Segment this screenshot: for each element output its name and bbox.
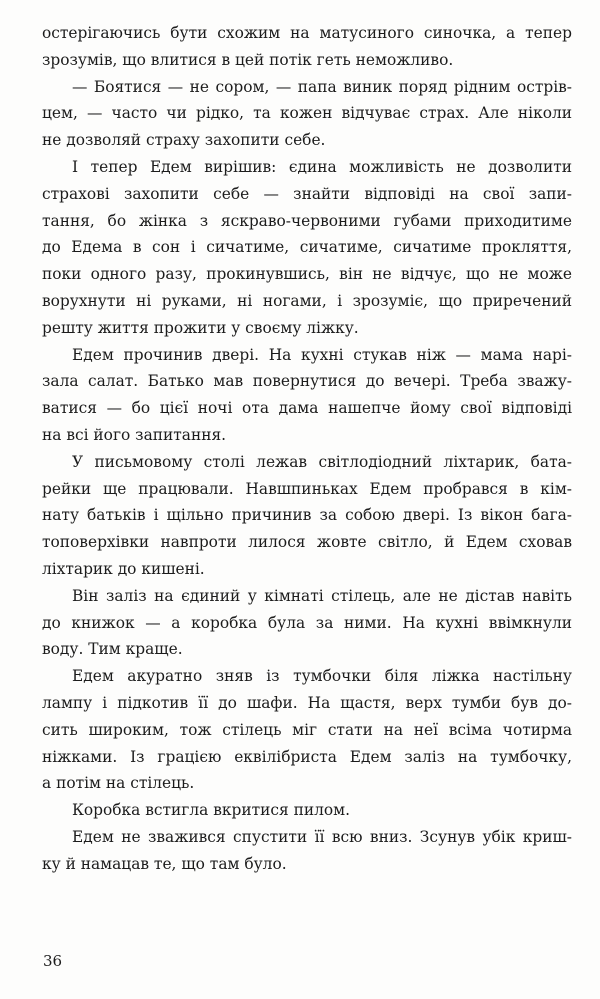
- text-line: остерігаючись бути схожим на матусиного синочка, а тепер: [42, 24, 572, 42]
- text-line: лампу і підкотив її до шафи. На щастя, верх тумби був до-: [42, 693, 572, 712]
- text-line: цем, — часто чи рідко, та кожен відчуває страх. Але ніколи: [42, 104, 572, 123]
- text-line: І тепер Едем вирішив: єдина можливість не дозволити: [72, 157, 572, 176]
- text-line: Едем прочинив двері. На кухні стукав ніж — мама нарі-: [72, 345, 572, 364]
- text-line: а потім на стілець.: [42, 774, 195, 793]
- text-line: зрозумів, що влитися в цей потік геть неможливо.: [42, 50, 454, 69]
- text-line: на всі його запитання.: [42, 425, 227, 444]
- text-line: ватися — бо цієї ночі ота дама нашепче йому свої відповіді: [42, 399, 572, 418]
- text-line: ку й намацав те, що там було.: [42, 854, 287, 873]
- text-line: Коробка встигла вкритися пилом.: [72, 801, 351, 820]
- body-text: [42, 20, 572, 878]
- page-number: 36: [43, 952, 63, 970]
- text-line: до книжок — а коробка була за ними. На кухні ввімкнули: [42, 613, 572, 632]
- text-line: ворухнути ні руками, ні ногами, і зрозуміє, що приречений: [42, 291, 572, 310]
- text-line: ніжками. Із грацією еквілібриста Едем заліз на тумбочку,: [42, 747, 572, 766]
- text-line: тання, бо жінка з яскраво-червоними губами приходитиме: [42, 211, 572, 230]
- text-line: Він заліз на єдиний у кімнаті стілець, але не дістав навіть: [72, 586, 572, 605]
- text-line: нату батьків і щільно причинив за собою двері. Із вікон бага-: [42, 506, 572, 525]
- text-line: страхові захопити себе — знайти відповіді на свої запи-: [42, 184, 572, 203]
- text-line: сить широким, тож стілець міг стати на неї всіма чотирма: [42, 720, 572, 739]
- text-line: рейки ще працювали. Навшпиньках Едем пробрався в кім-: [42, 479, 572, 498]
- text-line: решту життя прожити у своєму ліжку.: [42, 318, 359, 337]
- text-line: У письмовому столі лежав світлодіодний ліхтарик, бата-: [72, 452, 572, 471]
- text-line: до Едема в сон і сичатиме, сичатиме, сичатиме прокляття,: [42, 238, 572, 257]
- text-line: топоверхівки навпроти лилося жовте світло, й Едем сховав: [42, 533, 572, 552]
- text-line: Едем акуратно зняв із тумбочки біля ліжка настільну: [72, 667, 572, 686]
- text-line: не дозволяй страху захопити себе.: [42, 131, 326, 150]
- text-line: зала салат. Батько мав повернутися до вечері. Треба зважу-: [42, 372, 572, 391]
- text-line: воду. Тим краще.: [42, 640, 183, 659]
- text-line: — Боятися — не сором, — папа виник поряд рідним острів-: [72, 77, 572, 96]
- text-line: поки одного разу, прокинувшись, він не відчує, що не може: [42, 265, 572, 284]
- text-line: ліхтарик до кишені.: [42, 559, 205, 578]
- text-line: Едем не зважився спустити її всю вниз. Зсунув убік криш-: [72, 827, 572, 846]
